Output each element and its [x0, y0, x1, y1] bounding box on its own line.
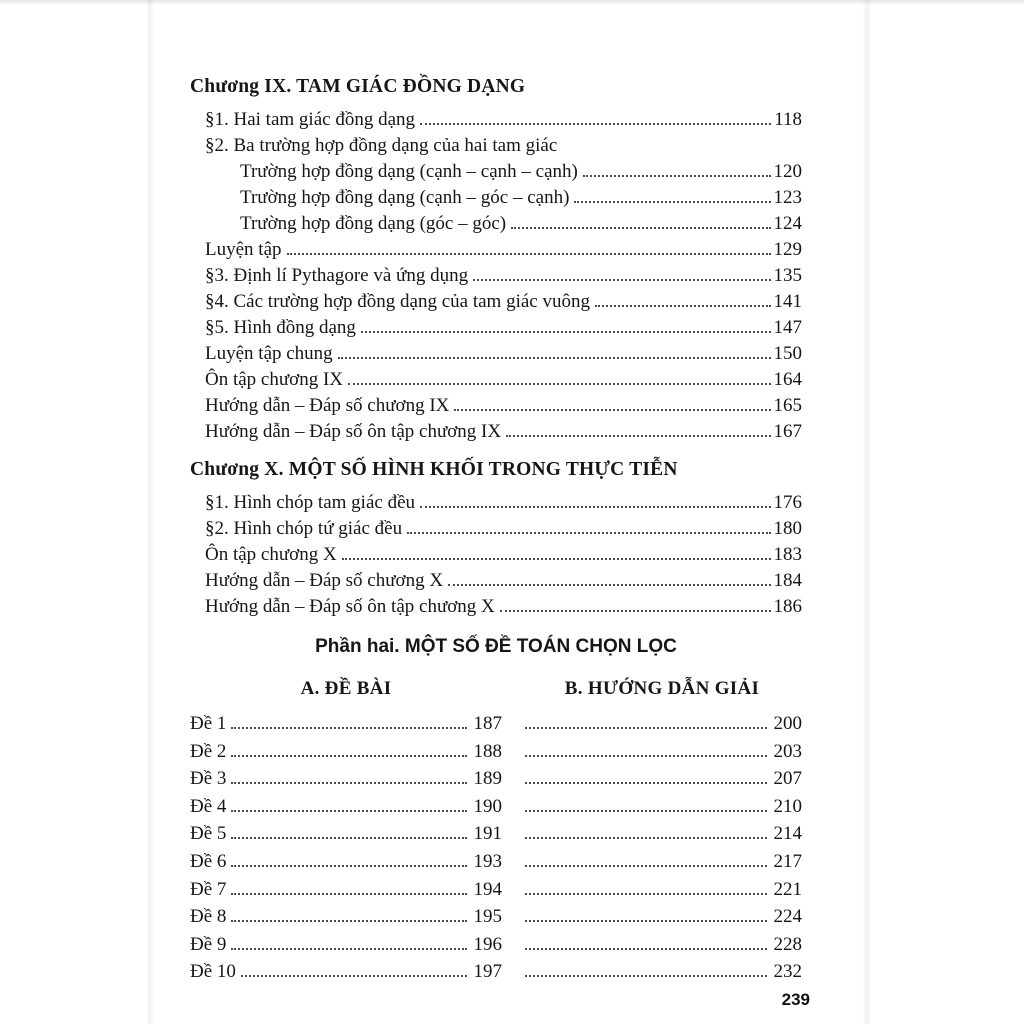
exercise-page-a: 187 — [473, 713, 502, 734]
toc-entry-label: Hướng dẫn – Đáp số chương X — [205, 570, 444, 591]
toc-entry — [190, 341, 802, 367]
exercise-page-b: 200 — [773, 713, 802, 734]
exercise-page-a: 196 — [473, 933, 502, 955]
toc-entry-label: Hướng dẫn – Đáp số ôn tập chương X — [205, 596, 495, 617]
dot-leader — [231, 893, 466, 895]
column-b-header: B. HƯỚNG DẪN GIẢI — [564, 678, 760, 699]
exercise-col-a — [190, 876, 502, 904]
scan-crease-right — [862, 0, 872, 1024]
exercise-row — [190, 710, 802, 738]
exercise-page-b: 210 — [773, 795, 802, 817]
dot-leader — [407, 532, 770, 534]
exercise-col-a — [190, 710, 502, 738]
toc-entry — [190, 419, 802, 445]
exercise-col-a — [190, 820, 502, 848]
exercise-page-a: 197 — [473, 961, 502, 983]
toc-entry-page: 183 — [773, 544, 802, 565]
exercise-label: Đề 7 — [190, 878, 227, 900]
dot-leader — [231, 837, 466, 839]
exercise-page-b: 207 — [773, 768, 802, 790]
toc-entry-page: 184 — [773, 570, 802, 591]
dot-leader — [231, 948, 466, 950]
part-two-title: Phần hai. MỘT SỐ ĐỀ TOÁN CHỌN LỌC — [315, 636, 677, 657]
dot-leader — [525, 810, 767, 812]
toc-entry — [190, 159, 802, 185]
dot-leader — [525, 782, 767, 784]
dot-leader — [231, 782, 466, 784]
toc-entry-page: 150 — [773, 343, 802, 364]
toc-entry — [190, 211, 802, 237]
exercise-col-b — [522, 876, 802, 904]
exercise-page-b: 228 — [773, 933, 802, 955]
exercise-label: Đề 10 — [190, 961, 236, 983]
toc-entry-label: Luyện tập chung — [205, 343, 333, 364]
toc-entry-label: §1. Hình chóp tam giác đều — [205, 492, 416, 513]
chapter-x-section — [190, 457, 802, 620]
dot-leader — [574, 201, 770, 203]
toc-entry — [190, 315, 802, 341]
toc-entry — [190, 393, 802, 419]
exercise-col-a — [190, 958, 502, 986]
toc-entry-label: Trường hợp đồng dạng (góc – góc) — [240, 213, 507, 234]
exercise-page-b: 221 — [773, 878, 802, 900]
toc-entry-label: Hướng dẫn – Đáp số chương IX — [205, 395, 450, 416]
dot-leader — [348, 383, 770, 385]
exercise-page-b: 217 — [773, 850, 802, 872]
chapter-ix-section — [190, 74, 802, 445]
exercise-col-b — [522, 820, 802, 848]
dot-leader — [420, 506, 770, 508]
dot-leader — [525, 727, 767, 729]
toc-entry — [190, 237, 802, 263]
exercise-col-b — [522, 931, 802, 959]
exercise-col-a — [190, 765, 502, 793]
exercise-col-b — [522, 765, 802, 793]
dot-leader — [525, 948, 767, 950]
dot-leader — [361, 331, 771, 333]
toc-entry-label: Trường hợp đồng dạng (cạnh – góc – cạnh) — [240, 187, 570, 208]
exercise-col-b — [522, 903, 802, 931]
column-a-header: A. ĐỀ BÀI — [300, 678, 392, 699]
toc-entry-label: §2. Ba trường hợp đồng dạng của hai tam giác — [205, 135, 558, 156]
toc-content — [190, 74, 802, 986]
exercise-row — [190, 765, 802, 793]
dot-leader — [525, 755, 767, 757]
scan-crease-left — [146, 0, 154, 1024]
toc-entry — [190, 263, 802, 289]
exercise-col-a — [190, 793, 502, 821]
exercise-page-a: 190 — [473, 795, 502, 817]
dot-leader — [231, 810, 466, 812]
dot-leader — [287, 253, 771, 255]
exercise-col-b — [522, 710, 802, 738]
exercise-label: Đề 4 — [190, 795, 227, 817]
exercise-row — [190, 958, 802, 986]
exercise-col-b — [522, 793, 802, 821]
exercise-page-a: 195 — [473, 906, 502, 928]
exercise-page-a: 193 — [473, 850, 502, 872]
page-number: 239 — [781, 990, 810, 1009]
toc-entry-page: 180 — [773, 518, 802, 539]
exercise-col-a — [190, 738, 502, 766]
exercise-row — [190, 931, 802, 959]
toc-entry-label: §2. Hình chóp tứ giác đều — [205, 518, 403, 539]
dot-leader — [473, 279, 770, 281]
dot-leader — [525, 865, 767, 867]
exercise-col-a — [190, 931, 502, 959]
toc-entry-label: §3. Định lí Pythagore và ứng dụng — [205, 265, 469, 286]
exercise-label: Đề 1 — [190, 713, 227, 734]
toc-entry — [190, 490, 802, 516]
dot-leader — [454, 409, 770, 411]
exercise-label: Đề 8 — [190, 906, 227, 928]
toc-entry-label: Hướng dẫn – Đáp số ôn tập chương IX — [205, 421, 502, 442]
dot-leader — [231, 727, 466, 729]
exercise-page-b: 232 — [773, 961, 802, 983]
dot-leader — [231, 755, 466, 757]
exercise-page-b: 214 — [773, 823, 802, 845]
dot-leader — [525, 920, 767, 922]
toc-entry-page: 176 — [773, 492, 802, 513]
toc-entry — [190, 594, 802, 620]
exercise-label: Đề 2 — [190, 740, 227, 762]
toc-entry-page: 123 — [773, 187, 802, 208]
exercise-row — [190, 848, 802, 876]
toc-entry-page: 167 — [773, 421, 802, 442]
chapter-x-title: Chương X. MỘT SỐ HÌNH KHỐI TRONG THỰC TIỄN — [190, 459, 678, 480]
exercise-label: Đề 5 — [190, 823, 227, 845]
toc-entry-page: 124 — [773, 213, 802, 234]
dot-leader — [511, 227, 770, 229]
exercise-row — [190, 876, 802, 904]
dot-leader — [338, 357, 771, 359]
toc-entry — [190, 516, 802, 542]
exercise-page-a: 194 — [473, 878, 502, 900]
dot-leader — [231, 865, 466, 867]
toc-entry — [190, 107, 802, 133]
exercise-row — [190, 820, 802, 848]
toc-entry-label: Ôn tập chương IX — [205, 369, 344, 390]
part-two-section — [190, 634, 802, 986]
toc-entry-page: 135 — [773, 265, 802, 286]
toc-entry-label: §1. Hai tam giác đồng dạng — [205, 109, 416, 130]
exercise-page-a: 189 — [473, 768, 502, 790]
column-headers — [190, 676, 802, 702]
toc-entry — [190, 367, 802, 393]
exercise-col-a — [190, 903, 502, 931]
toc-entry — [190, 185, 802, 211]
dot-leader — [420, 123, 771, 125]
exercise-row — [190, 793, 802, 821]
exercise-page-a: 188 — [473, 740, 502, 762]
chapter-ix-title: Chương IX. TAM GIÁC ĐỒNG DẠNG — [190, 76, 526, 97]
exercise-row — [190, 903, 802, 931]
exercise-label: Đề 3 — [190, 768, 227, 790]
toc-entry — [190, 289, 802, 315]
toc-entry-label: §5. Hình đồng dạng — [205, 317, 356, 338]
exercise-col-b — [522, 848, 802, 876]
dot-leader — [525, 893, 767, 895]
toc-entry-page: 129 — [773, 239, 802, 260]
exercise-page-b: 224 — [773, 906, 802, 928]
toc-entry-label: §4. Các trường hợp đồng dạng của tam giác vuông — [205, 291, 590, 312]
dot-leader — [583, 175, 771, 177]
dot-leader — [506, 435, 770, 437]
toc-entry — [190, 568, 802, 594]
dot-leader — [231, 920, 466, 922]
toc-entry-page: 141 — [773, 291, 802, 312]
toc-entry-page: 186 — [773, 596, 802, 617]
exercise-col-b — [522, 958, 802, 986]
exercise-row — [190, 738, 802, 766]
exercise-col-b — [522, 738, 802, 766]
dot-leader — [241, 975, 467, 977]
toc-entry-page: 147 — [773, 317, 802, 338]
toc-entry-page: 165 — [773, 395, 802, 416]
toc-entry-label: Luyện tập — [205, 239, 282, 260]
dot-leader — [500, 610, 771, 612]
toc-entry — [190, 133, 802, 159]
toc-entry — [190, 542, 802, 568]
exercise-col-a — [190, 848, 502, 876]
dot-leader — [342, 558, 771, 560]
toc-entry-label: Trường hợp đồng dạng (cạnh – cạnh – cạnh) — [240, 161, 578, 182]
dot-leader — [448, 584, 770, 586]
toc-entry-label: Ôn tập chương X — [205, 544, 337, 565]
toc-entry-page: 118 — [774, 109, 802, 130]
exercise-page-b: 203 — [773, 740, 802, 762]
dot-leader — [525, 837, 767, 839]
exercise-page-a: 191 — [473, 823, 502, 845]
toc-entry-page: 120 — [773, 161, 802, 182]
exercise-label: Đề 9 — [190, 933, 227, 955]
toc-entry-page: 164 — [773, 369, 802, 390]
dot-leader — [595, 305, 771, 307]
dot-leader — [525, 975, 767, 977]
exercise-label: Đề 6 — [190, 850, 227, 872]
